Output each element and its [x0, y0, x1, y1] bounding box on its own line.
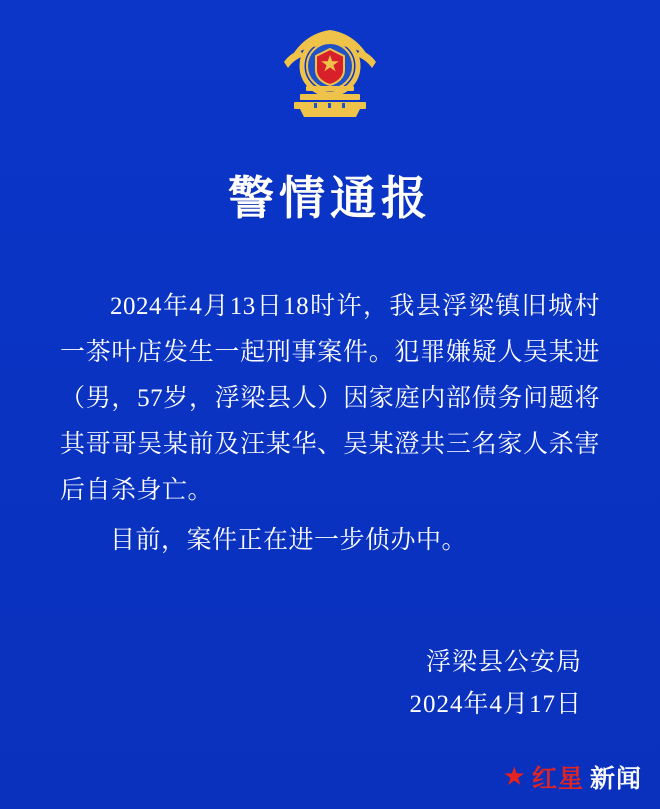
watermark-logo	[503, 759, 642, 795]
watermark-red-text: 红星	[531, 765, 584, 793]
signature-date: 2024年4月17日	[409, 691, 582, 718]
page-title: 警情通报	[228, 173, 432, 224]
notice-paragraph-1: 2024年4月13日18时许，我县浮梁镇旧城村一茶叶店发生一起刑事案件。犯罪嫌疑人吴某进（男，57岁，浮梁县人）因家庭内部债务问题将其哥哥吴某前及汪某华、吴某澄共三名家人杀害后自杀身亡。	[60, 293, 600, 504]
signature-issuer: 浮梁县公安局	[425, 649, 582, 676]
police-emblem-icon	[270, 22, 390, 128]
notice-body	[50, 284, 610, 568]
notice-paragraph-2: 目前，案件正在进一步侦办中。	[110, 527, 468, 554]
signature-block	[50, 642, 610, 726]
watermark-white-text: 新闻	[589, 765, 642, 793]
star-icon: ★	[502, 762, 526, 791]
